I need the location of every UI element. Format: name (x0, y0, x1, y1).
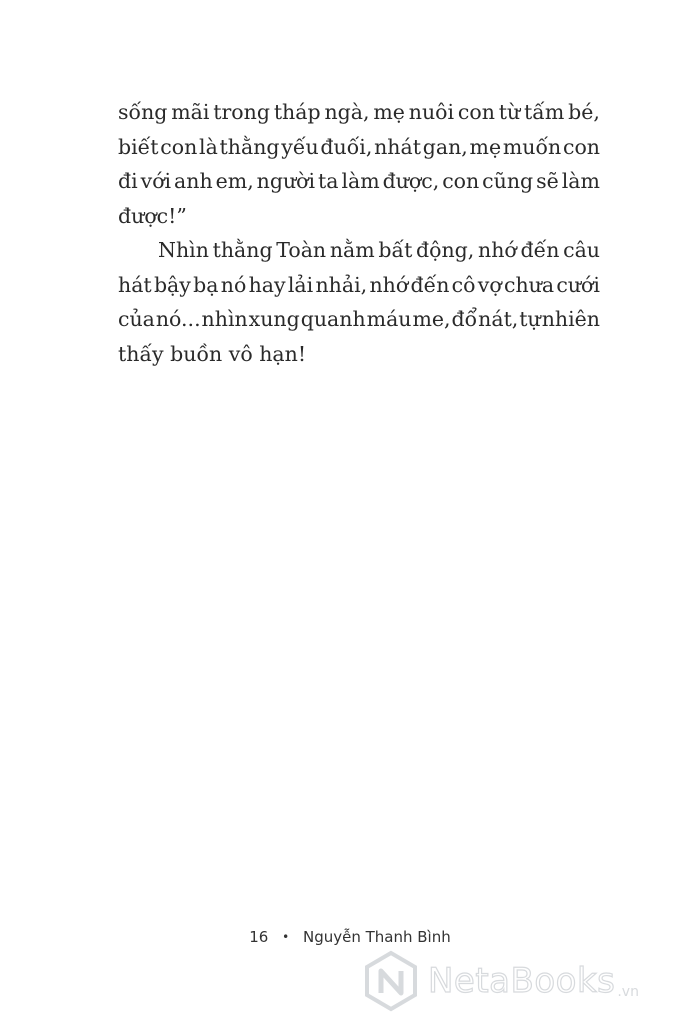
word: lải (287, 272, 314, 297)
word: muốn (502, 134, 562, 159)
word: quanh (300, 307, 366, 331)
text-line (118, 302, 600, 337)
word: tự (519, 307, 541, 331)
word: với (140, 169, 172, 193)
word: từ (498, 100, 521, 124)
word: nhiên (541, 307, 600, 331)
word: làm (561, 169, 600, 193)
word: con (457, 100, 495, 124)
word: Nhìn (158, 238, 209, 262)
word: thấy (118, 341, 164, 366)
word: được, (382, 169, 440, 193)
word: đến (410, 272, 450, 297)
word: nhớ (478, 238, 517, 262)
word: anh (174, 169, 213, 193)
word: nhải, (315, 272, 368, 297)
text-line (118, 95, 600, 130)
word: tháp (273, 100, 321, 124)
word: con (160, 134, 198, 159)
word: máu (366, 307, 412, 331)
word: hạn! (259, 341, 307, 366)
watermark (360, 950, 639, 1012)
word: nhìn (201, 307, 248, 331)
word: nằm (329, 238, 375, 262)
word: của (118, 307, 155, 331)
word: trong (213, 100, 270, 124)
word: chưa (503, 272, 555, 297)
word: cô (451, 272, 476, 297)
page-body-text (118, 95, 600, 371)
word: làm (341, 169, 380, 193)
word: đi (118, 169, 138, 193)
text-line (118, 130, 600, 165)
word: vô (228, 341, 253, 366)
watermark-suffix: .vn (617, 984, 639, 1000)
word: bạ (193, 272, 219, 297)
word: biết (118, 134, 159, 159)
word: cũng (482, 169, 534, 193)
word: nó... (155, 307, 201, 331)
word: vợ (477, 272, 502, 297)
watermark-brand: NetaBooks (428, 961, 616, 1001)
word: bất (378, 238, 413, 262)
word: Toàn (276, 238, 327, 262)
word: tấm (524, 100, 565, 124)
word: cưới (556, 272, 600, 297)
word: động, (416, 238, 475, 262)
word: đến (520, 238, 560, 262)
word: thằng (219, 134, 280, 159)
text-line (118, 337, 600, 372)
word: hát (118, 272, 152, 297)
word: được!” (118, 203, 187, 228)
word: nhớ (369, 272, 409, 297)
word: me, (412, 307, 451, 331)
word: ta (318, 169, 339, 193)
word: câu (563, 238, 600, 262)
word: hay (248, 272, 286, 297)
word: ngà, (324, 100, 370, 124)
word: bậy (153, 272, 191, 297)
text-line (118, 268, 600, 303)
author-name: Nguyễn Thanh Bình (302, 928, 451, 946)
word: nhát (374, 134, 421, 159)
word: nuôi (408, 100, 455, 124)
word: là (199, 134, 218, 159)
word: em, (215, 169, 254, 193)
word: thằng (212, 238, 273, 262)
word: bé, (568, 100, 600, 124)
word: buồn (170, 341, 223, 366)
word: con (562, 134, 600, 159)
word: gan, (422, 134, 468, 159)
word: đổ (451, 307, 478, 331)
word: sống (118, 100, 168, 124)
word: sẽ (536, 169, 559, 193)
word: mẹ (469, 134, 502, 159)
word: người (256, 169, 316, 193)
footer-separator: • (282, 930, 290, 944)
word: mãi (171, 100, 210, 124)
word: con (442, 169, 480, 193)
text-line (118, 199, 600, 234)
word: nát, (478, 307, 519, 331)
word: xung (248, 307, 300, 331)
word: yếu (281, 134, 319, 159)
word: mẹ (373, 100, 405, 124)
text-line (118, 233, 600, 268)
neta-logo-icon (360, 950, 422, 1012)
word: đuối, (320, 134, 373, 159)
text-line (118, 164, 600, 199)
page-footer (0, 928, 700, 946)
word: nó (220, 272, 247, 297)
page-number: 16 (249, 928, 269, 946)
